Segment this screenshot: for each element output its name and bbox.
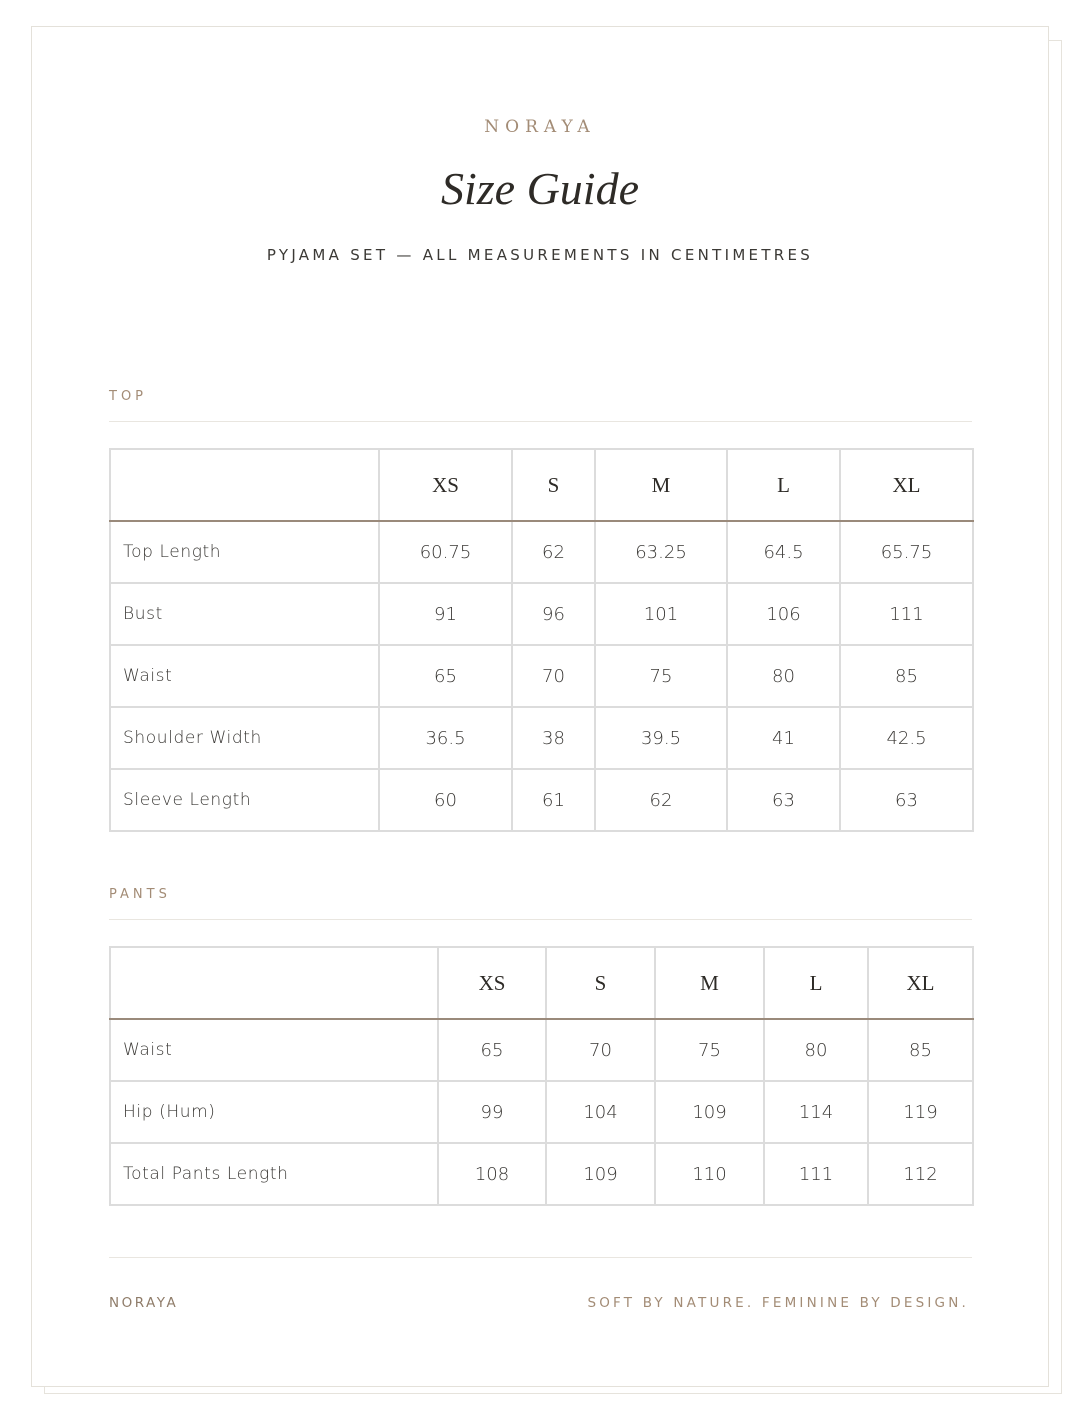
column-header-blank bbox=[110, 449, 379, 521]
table-cell: 91 bbox=[379, 583, 512, 645]
row-label: Top Length bbox=[110, 521, 379, 583]
table-cell: 75 bbox=[655, 1019, 764, 1081]
table-cell: 63 bbox=[727, 769, 840, 831]
table-cell: 80 bbox=[764, 1019, 868, 1081]
table-cell: 104 bbox=[546, 1081, 655, 1143]
footer-brand: NORAYA bbox=[109, 1295, 179, 1311]
table-cell: 75 bbox=[595, 645, 727, 707]
row-label: Sleeve Length bbox=[110, 769, 379, 831]
table-row bbox=[110, 1143, 973, 1205]
table-cell: 38 bbox=[512, 707, 595, 769]
table-cell: 60.75 bbox=[379, 521, 512, 583]
table-cell: 65 bbox=[379, 645, 512, 707]
table-row bbox=[110, 521, 973, 583]
table-cell: 106 bbox=[727, 583, 840, 645]
table-cell: 41 bbox=[727, 707, 840, 769]
table-row bbox=[110, 707, 973, 769]
row-label: Shoulder Width bbox=[110, 707, 379, 769]
table-cell: 85 bbox=[868, 1019, 973, 1081]
table-cell: 112 bbox=[868, 1143, 973, 1205]
section-rule-top bbox=[109, 421, 972, 422]
top-size-table bbox=[109, 448, 974, 832]
column-header-blank bbox=[110, 947, 438, 1019]
table-cell: 42.5 bbox=[840, 707, 973, 769]
brand-name: NORAYA bbox=[484, 117, 596, 137]
size-guide-sheet bbox=[31, 26, 1049, 1387]
table-cell: 99 bbox=[438, 1081, 546, 1143]
table-row bbox=[110, 1081, 973, 1143]
table-cell: 101 bbox=[595, 583, 727, 645]
column-header-xs: XS bbox=[438, 947, 546, 1019]
footer-rule bbox=[109, 1257, 972, 1258]
table-cell: 80 bbox=[727, 645, 840, 707]
table-cell: 109 bbox=[546, 1143, 655, 1205]
row-label: Waist bbox=[110, 1019, 438, 1081]
column-header-xs: XS bbox=[379, 449, 512, 521]
table-cell: 96 bbox=[512, 583, 595, 645]
table-cell: 119 bbox=[868, 1081, 973, 1143]
page-title: Size Guide bbox=[440, 163, 639, 214]
table-cell: 62 bbox=[512, 521, 595, 583]
table-cell: 114 bbox=[764, 1081, 868, 1143]
table-cell: 111 bbox=[764, 1143, 868, 1205]
column-header-m: M bbox=[655, 947, 764, 1019]
table-header-row bbox=[110, 449, 973, 521]
column-header-l: L bbox=[727, 449, 840, 521]
table-cell: 60 bbox=[379, 769, 512, 831]
section-label-top: TOP bbox=[109, 389, 148, 404]
table-cell: 63.25 bbox=[595, 521, 727, 583]
column-header-xl: XL bbox=[840, 449, 973, 521]
row-label: Waist bbox=[110, 645, 379, 707]
table-cell: 65.75 bbox=[840, 521, 973, 583]
table-cell: 65 bbox=[438, 1019, 546, 1081]
table-cell: 61 bbox=[512, 769, 595, 831]
column-header-xl: XL bbox=[868, 947, 973, 1019]
table-cell: 36.5 bbox=[379, 707, 512, 769]
column-header-m: M bbox=[595, 449, 727, 521]
section-rule-pants bbox=[109, 919, 972, 920]
table-cell: 62 bbox=[595, 769, 727, 831]
page-subtitle: PYJAMA SET — ALL MEASUREMENTS IN CENTIMETRES bbox=[266, 246, 814, 264]
table-cell: 63 bbox=[840, 769, 973, 831]
pants-size-table bbox=[109, 946, 974, 1206]
table-row bbox=[110, 583, 973, 645]
table-cell: 85 bbox=[840, 645, 973, 707]
section-label-pants: PANTS bbox=[109, 887, 171, 902]
column-header-s: S bbox=[546, 947, 655, 1019]
table-row bbox=[110, 1019, 973, 1081]
table-cell: 109 bbox=[655, 1081, 764, 1143]
table-cell: 108 bbox=[438, 1143, 546, 1205]
column-header-s: S bbox=[512, 449, 595, 521]
row-label: Hip (Hum) bbox=[110, 1081, 438, 1143]
table-cell: 70 bbox=[546, 1019, 655, 1081]
row-label: Bust bbox=[110, 583, 379, 645]
table-cell: 111 bbox=[840, 583, 973, 645]
column-header-l: L bbox=[764, 947, 868, 1019]
row-label: Total Pants Length bbox=[110, 1143, 438, 1205]
table-cell: 110 bbox=[655, 1143, 764, 1205]
table-row bbox=[110, 769, 973, 831]
table-row bbox=[110, 645, 973, 707]
table-cell: 64.5 bbox=[727, 521, 840, 583]
table-cell: 70 bbox=[512, 645, 595, 707]
table-cell: 39.5 bbox=[595, 707, 727, 769]
footer-tagline: SOFT BY NATURE. FEMININE BY DESIGN. bbox=[587, 1295, 969, 1311]
table-header-row bbox=[110, 947, 973, 1019]
